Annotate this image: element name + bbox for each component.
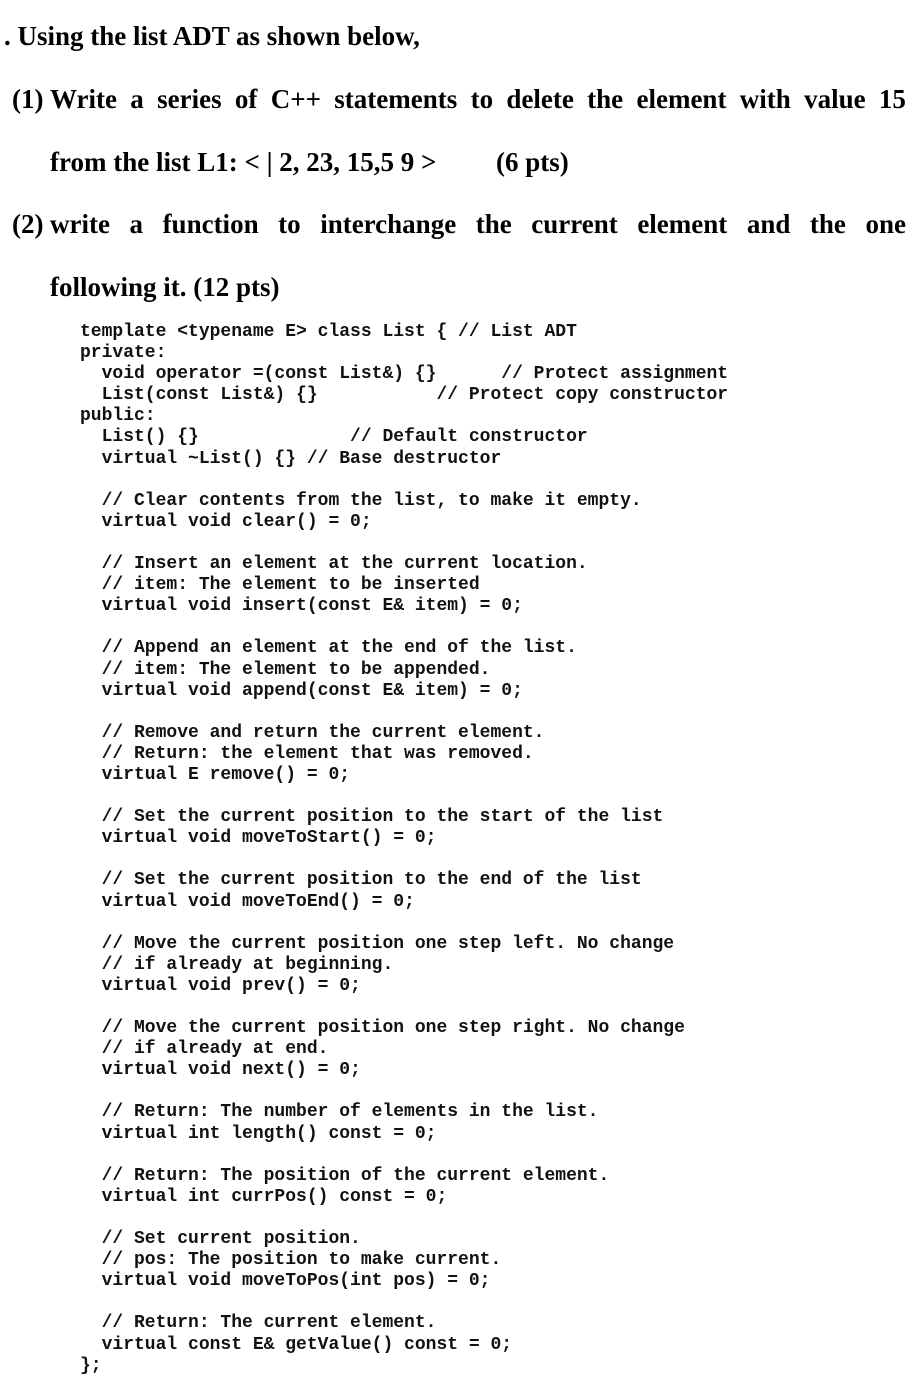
code-line: // Return: the element that was removed. [80, 743, 534, 764]
part1-line1-word: of [234, 84, 258, 114]
part2-line1-word: a [129, 209, 144, 239]
code-line: // Return: The position of the current element. [80, 1165, 610, 1186]
code-line: // Clear contents from the list, to make it empty. [80, 490, 642, 511]
code-line: virtual ~List() {} // Base destructor [80, 448, 502, 469]
part2-line1-word: and [746, 209, 791, 239]
part2-line1-word: one [865, 209, 906, 239]
part2-line1-word: write [50, 209, 110, 239]
part1-text-line1 [50, 86, 906, 113]
code-line [80, 702, 728, 723]
part1-text-line2: from the list L1: < | 2, 23, 15,5 9 > [50, 147, 437, 177]
part2-text-line2: following it. (12 pts) [50, 272, 280, 302]
part1-line1-word: to [470, 84, 494, 114]
part2-line1-word: interchange [320, 209, 457, 239]
code-line: // Set current position. [80, 1229, 361, 1250]
code-line [80, 617, 728, 638]
code-line [80, 786, 728, 807]
code-line: virtual void insert(const E& item) = 0; [80, 596, 523, 617]
code-line: virtual void clear() = 0; [80, 511, 372, 532]
code-line [80, 1081, 728, 1102]
part2-line1-word: function [162, 209, 259, 239]
code-line [80, 1292, 728, 1313]
part1-line1-word: 15 [878, 84, 906, 114]
code-line: // item: The element to be inserted [80, 575, 480, 596]
code-line: List() {} // Default constructor [80, 427, 588, 448]
code-line: // Return: The number of elements in the list. [80, 1102, 599, 1123]
part1-line1-word: value [804, 84, 866, 114]
part1-number: (1) [12, 84, 44, 114]
code-line [80, 997, 728, 1018]
code-line: // Set the current position to the end of the list [80, 870, 642, 891]
part1-line1-word: element [636, 84, 727, 114]
part1-line1-word: a [130, 84, 144, 114]
code-line: // Return: The current element. [80, 1313, 437, 1334]
code-line: virtual int currPos() const = 0; [80, 1186, 448, 1207]
question-intro: . Using the list ADT as shown below, [4, 21, 420, 51]
code-line: List(const List&) {} // Protect copy constructor [80, 385, 729, 406]
code-line: virtual void append(const E& item) = 0; [80, 680, 523, 701]
part1-line1-word: delete [506, 84, 574, 114]
part2-line1-word: the [809, 209, 846, 239]
code-line: virtual E remove() = 0; [80, 764, 351, 785]
code-listing [80, 322, 728, 1377]
code-line: virtual const E& getValue() const = 0; [80, 1334, 513, 1355]
part2-line1-word: current [531, 209, 618, 239]
code-line: // pos: The position to make current. [80, 1250, 502, 1271]
code-line: virtual void moveToPos(int pos) = 0; [80, 1271, 491, 1292]
part1-line1-word: with [739, 84, 791, 114]
part1-line1-word: statements [334, 84, 458, 114]
code-line: // item: The element to be appended. [80, 659, 491, 680]
code-line: // Append an element at the end of the list. [80, 638, 577, 659]
code-line: virtual void moveToEnd() = 0; [80, 891, 415, 912]
part1-line1-word: Write [50, 84, 117, 114]
code-line [80, 1145, 728, 1166]
code-line [80, 913, 728, 934]
part1-line1-word: series [157, 84, 222, 114]
part2-line1-word: the [475, 209, 512, 239]
code-line: virtual int length() const = 0; [80, 1123, 437, 1144]
code-line: public: [80, 406, 156, 427]
code-line: }; [80, 1355, 102, 1376]
code-line: virtual void next() = 0; [80, 1060, 361, 1081]
part2-number: (2) [12, 209, 44, 239]
code-line: private: [80, 343, 167, 364]
part2-line1-word: element [637, 209, 728, 239]
code-line: virtual void moveToStart() = 0; [80, 828, 437, 849]
code-line [80, 470, 728, 491]
code-line [80, 849, 728, 870]
code-line: // Set the current position to the start of the list [80, 807, 664, 828]
code-line: // Move the current position one step left. No change [80, 933, 675, 954]
part1-line1-word: the [587, 84, 624, 114]
part1-points: (6 pts) [496, 147, 569, 177]
part2-line1-word: to [278, 209, 301, 239]
code-line: // if already at beginning. [80, 954, 394, 975]
code-line: // Remove and return the current element. [80, 722, 545, 743]
code-line: // Insert an element at the current location. [80, 554, 588, 575]
code-line: // if already at end. [80, 1039, 329, 1060]
part2-text-line1 [50, 211, 906, 238]
part1-line1-word: C++ [270, 84, 321, 114]
code-line [80, 533, 728, 554]
code-line: virtual void prev() = 0; [80, 975, 361, 996]
code-line: void operator =(const List&) {} // Protect assignment [80, 364, 729, 385]
code-line: template <typename E> class List { // List ADT [80, 322, 577, 342]
code-line: // Move the current position one step right. No change [80, 1018, 685, 1039]
code-line [80, 1208, 728, 1229]
